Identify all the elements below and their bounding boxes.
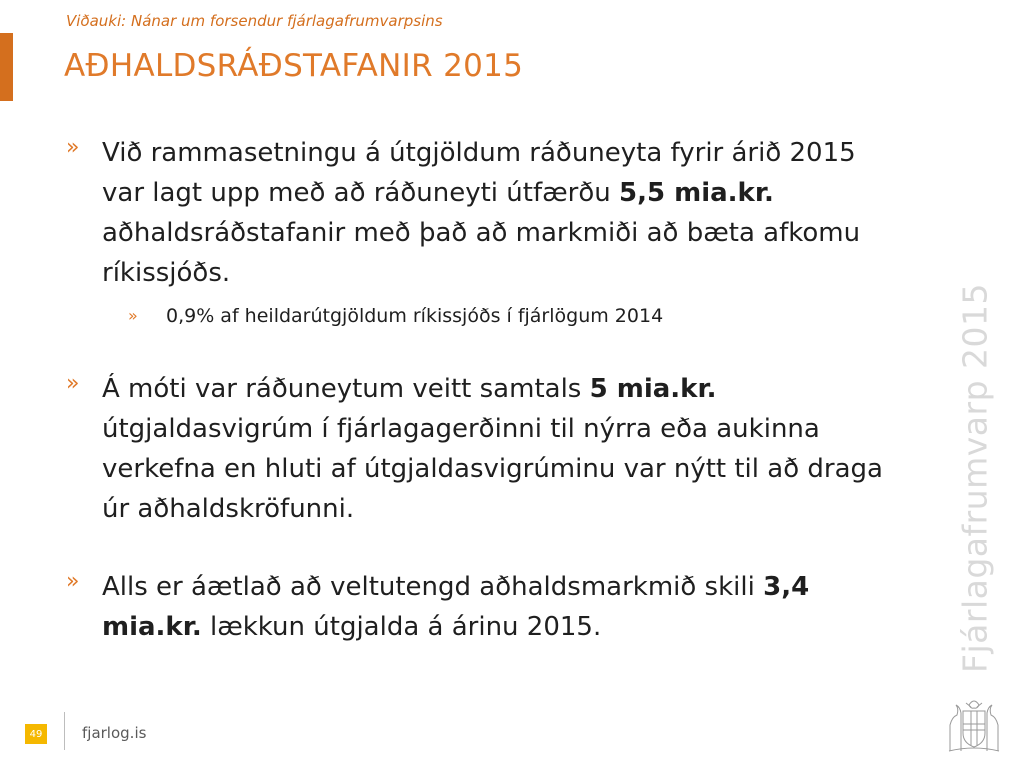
footer-divider (64, 712, 65, 750)
bullet-highlight: 3,4 mia.kr. (102, 572, 810, 642)
bullet-marker: » (66, 371, 80, 396)
bullet-marker: » (66, 135, 80, 160)
footer-link[interactable]: fjarlog.is (82, 724, 147, 742)
bullet-marker: » (66, 569, 80, 594)
bullet-text: Við rammasetningu á útgjöldum ráðuneyta fyrir árið 2015 var lagt upp með að ráðuneyti útfærðu 5,5 mia.kr. aðhaldsráðstafanir með það að markmiði að bæta afkomu ríkissjóðs. (102, 138, 861, 288)
side-watermark-text: Fjárlagafrumvarp 2015 (955, 283, 995, 673)
bullet-highlight: 5,5 mia.kr. (619, 178, 774, 208)
iceland-coat-of-arms-icon (947, 695, 1001, 753)
slide-title: AÐHALDSRÁÐSTAFANIR 2015 (64, 48, 524, 84)
bullet-item (66, 567, 896, 647)
sub-bullet-marker: » (128, 306, 138, 325)
slide-kicker: Viðauki: Nánar um forsendur fjárlagafrumvarpsins (66, 12, 443, 30)
bullet-text: Alls er áætlað að veltutengd aðhaldsmarkmið skili 3,4 mia.kr. lækkun útgjalda á árinu 2015. (102, 572, 810, 642)
page-number-badge: 49 (25, 724, 47, 744)
sub-bullet-item (66, 303, 896, 329)
sub-bullet-text: 0,9% af heildarútgjöldum ríkissjóðs í fjárlögum 2014 (166, 305, 664, 327)
bullet-item (66, 133, 896, 293)
bullet-text: Á móti var ráðuneytum veitt samtals 5 mia.kr. útgjaldasvigrúm í fjárlagagerðinni til nýrra eða aukinna verkefna en hluti af útgjaldasvigrúminu var nýtt til að draga úr aðhaldskröfunni. (102, 374, 883, 524)
slide-content (66, 133, 896, 647)
bullet-item (66, 369, 896, 529)
bullet-highlight: 5 mia.kr. (589, 374, 717, 404)
accent-bar (0, 33, 13, 101)
